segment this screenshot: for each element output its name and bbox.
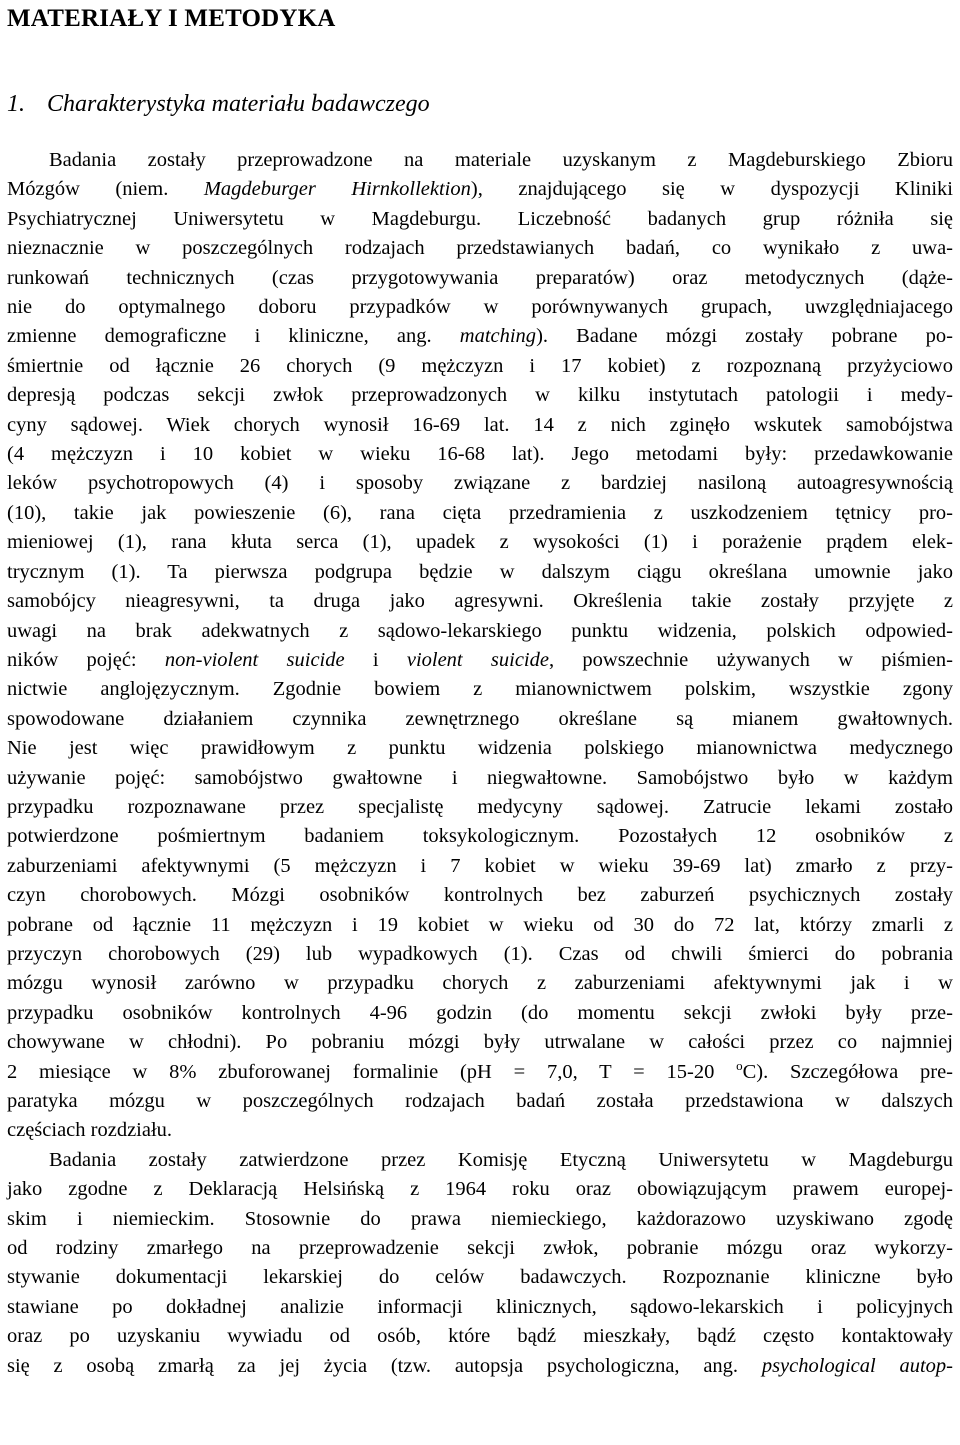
paragraph-ethics: [7, 1146, 953, 1381]
text-line: stywanie dokumentacji lekarskiej do celów badawczych. Rozpoznanie kliniczne było: [7, 1266, 953, 1289]
text-line: stawiane po dokładnej analizie informacji klinicznych, sądowo-lekarskich i policyjnych: [7, 1295, 953, 1318]
text-line: zaburzeniami afektywnymi (5 mężczyzn i 7 kobiet w wieku 39-69 lat) zmarło z przy-: [7, 854, 953, 877]
text-line: przypadku rozpoznawane przez specjalistę medycyny sądowej. Zatrucie lekami zostało: [7, 795, 953, 818]
text-line: Mózgów (niem. Magdeburger Hirnkollektion), znajdującego się w dyspozycji Kliniki: [7, 178, 953, 201]
text-line: (10), takie jak powieszenie (6), rana cięta przedramienia z uszkodzeniem tętnicy pro-: [7, 501, 953, 524]
text-line: uwagi na brak adekwatnych z sądowo-lekarskiego punktu widzenia, polskich odpowied-: [7, 619, 953, 642]
text-line: śmiertnie od łącznie 26 chorych (9 mężczyzn i 17 kobiet) z rozpoznaną przyżyciowo: [7, 354, 953, 377]
italic-term: psychological autop-: [761, 1354, 953, 1377]
text-line: chowywane w chłodni). Po pobraniu mózgi były utrwalane w całości przez co najmniej: [7, 1031, 953, 1054]
text-line: od rodziny zmarłego na przeprowadzenie sekcji zwłok, pobranie mózgu oraz wykorzy-: [7, 1237, 953, 1260]
text-line: pobrane od łącznie 11 mężczyzn i 19 kobiet w wieku od 30 do 72 lat, którzy zmarli z: [7, 913, 953, 936]
text-line: paratyka mózgu w poszczególnych rodzajach badań została przedstawiona w dalszych: [7, 1090, 953, 1112]
italic-term: Magdeburger Hirnkollektion: [203, 178, 471, 201]
text-line: depresją podczas sekcji zwłok przeprowadzonych w kilku instytutach patologii i medy-: [7, 384, 953, 407]
text-line: zmienne demograficzne i kliniczne, ang. matching). Badane mózgi zostały pobrane po-: [7, 325, 953, 348]
text-line: Badania zostały zatwierdzone przez Komisję Etyczną Uniwersytetu w Magdeburgu: [49, 1148, 953, 1171]
text-line: nieznacznie w poszczególnych rodzajach przedstawianych badań, co wynikało z uwa-: [7, 237, 953, 260]
text-line: jako zgodne z Deklaracją Helsińską z 1964 roku oraz obowiązującym prawem europej-: [7, 1178, 953, 1201]
paragraph-material: [7, 146, 953, 1146]
text-line: częściach rozdziału.: [7, 1119, 173, 1142]
text-line: Nie jest więc prawidłowym z punktu widzenia polskiego mianownictwa medycznego: [7, 737, 953, 760]
italic-term: matching: [459, 325, 537, 348]
text-line: Badania zostały przeprowadzone na materiale uzyskanym z Magdeburskiego Zbioru: [49, 149, 953, 171]
text-line: czyn chorobowych. Mózgi osobników kontrolnych bez zaburzeń psychicznych zostały: [7, 884, 953, 907]
text-line: samobójcy nieagresywni, ta druga jako agresywni. Określenia takie zostały przyjęte z: [7, 590, 953, 613]
subsection-number: 1.: [7, 91, 25, 117]
text-line: spowodowane działaniem czynnika zewnętrznego określane są mianem gwałtownych.: [7, 707, 953, 730]
text-line: nie do optymalnego doboru przypadków w porównywanych grupach, uwzględniajacego: [7, 296, 953, 319]
italic-term: non-violent suicide: [164, 648, 345, 671]
text-line: Psychiatrycznej Uniwersytetu w Magdeburgu. Liczebność badanych grup różniła się: [7, 207, 953, 230]
text-line: mózgu wynosił zarówno w przypadku chorych z zaburzeniami afektywnymi jak i w: [7, 972, 953, 995]
text-line: przyczyn chorobowych (29) lub wypadkowych (1). Czas od chwili śmierci do pobrania: [7, 942, 953, 965]
text-line: potwierdzone pośmiertnym badaniem toksykologicznym. Pozostałych 12 osobników z: [7, 825, 953, 848]
text-line: 2 miesiące w 8% zbuforowanej formalinie (pH = 7,0, T = 15-20 $^o$C). Szczegółowa pre-: [7, 1057, 953, 1083]
text-line: skim i niemieckim. Stosownie do prawa niemieckiego, każdorazowo uzyskiwano zgodę: [7, 1207, 953, 1230]
text-line: nictwie anglojęzycznym. Zgodnie bowiem z mianownictwem polskim, wszystkie zgony: [7, 678, 953, 701]
text-line: runkowań technicznych (czas przygotowywania preparatów) oraz metodycznych (dąże-: [7, 266, 953, 289]
subsection-heading: [7, 90, 953, 118]
text-line: leków psychotropowych (4) i sposoby związane z bardziej nasiloną autoagresywnością: [7, 472, 953, 495]
text-line: przypadku osobników kontrolnych 4-96 godzin (do momentu sekcji zwłoki były prze-: [7, 1001, 953, 1024]
text-line: cyny sądowej. Wiek chorych wynosił 16-69 lat. 14 z nich zginęło wskutek samobójstwa: [7, 413, 953, 436]
subsection-title: Charakterystyka materiału badawczego: [47, 91, 430, 117]
text-line: oraz po uzyskaniu wywiadu od osób, które bądź mieszkały, bądź często kontaktowały: [7, 1325, 953, 1348]
section-heading: MATERIAŁY I METODYKA: [7, 5, 336, 32]
text-line: ników pojęć: non-violent suicide i violent suicide, powszechnie używanych w piśmien-: [7, 648, 953, 671]
superscript: o: [736, 1057, 743, 1073]
italic-term: violent suicide: [406, 648, 549, 671]
text-line: używanie pojęć: samobójstwo gwałtowne i niegwałtowne. Samobójstwo było w każdym: [7, 766, 953, 789]
text-line: się z osobą zmarłą za jej życia (tzw. autopsja psychologiczna, ang. psychological autop-: [7, 1354, 953, 1377]
document-page: [7, 0, 953, 1381]
text-line: (4 mężczyzn i 10 kobiet w wieku 16-68 lat). Jego metodami były: przedawkowanie: [7, 443, 953, 466]
text-line: trycznym (1). Ta pierwsza podgrupa będzie w dalszym ciągu określana umownie jako: [7, 560, 953, 583]
text-line: mieniowej (1), rana kłuta serca (1), upadek z wysokości (1) i porażenie prądem elek-: [7, 531, 953, 554]
